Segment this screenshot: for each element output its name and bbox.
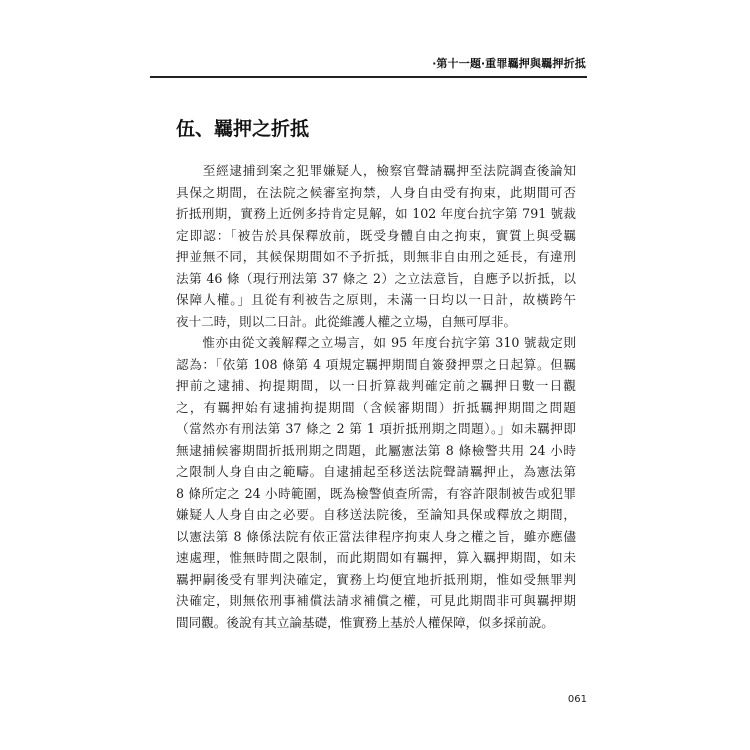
paragraph-2 — [176, 332, 576, 633]
text-line: 無逮捕候審期間折抵刑期之問題，此屬憲法第 8 條檢警共用 24 小時 — [176, 442, 576, 458]
text-line: 惟亦由從文義解釋之立場言，如 95 年度台抗字第 310 號裁定則 — [176, 335, 576, 350]
text-line: 折抵刑期，實務上近例多持肯定見解，如 102 年度台抗字第 791 號裁 — [176, 206, 576, 221]
text-line: 至經逮捕到案之犯罪嫌疑人，檢察官聲請羈押至法院調查後論知 — [176, 163, 576, 178]
text-line: 定即認：「被告於具保釋放前，既受身體自由之拘束，實質上與受羈 — [176, 227, 576, 243]
text-line: 嫌疑人人身自由之必要。自移送法院後，至論知具保或釋放之期間， — [176, 507, 576, 522]
text-line: 以憲法第 8 條係法院有依正當法律程序拘束人身之權之旨，雖亦應儘 — [176, 528, 576, 544]
text-line: 押前之逮捕、拘提期間，以一日折算裁判確定前之羈押日數一日觀 — [176, 378, 576, 393]
text-line: 羈押嗣後受有罪判決確定，實務上均便宜地折抵刑期，惟如受無罪判 — [176, 571, 576, 587]
text-line: （當然亦有刑法第 37 條之 2 第 1 項折抵刑期之問題）。」如未羈押即 — [176, 421, 576, 436]
paragraph-1 — [176, 160, 576, 332]
text-line: 之，有羈押始有逮捕拘提期間（含候審期間）折抵羈押期間之問題 — [176, 399, 576, 415]
header-rule — [150, 76, 587, 78]
page-number: 061 — [567, 694, 587, 705]
body-text — [176, 160, 576, 633]
text-line: 速處理，惟無時間之限制，而此期間如有羈押，算入羈押期間，如未 — [176, 550, 576, 565]
section-title: 伍、羈押之折抵 — [176, 118, 310, 140]
text-line: 法第 46 條（現行刑法第 37 條之 2）之立法意旨，自應予以折抵，以 — [176, 270, 576, 286]
text-line: 間同觀。後說有其立論基礎，惟實務上基於人權保障，似多採前說。 — [176, 614, 554, 630]
text-line: 保障人權。」且從有利被告之原則，未滿一日均以一日計，故橫跨午 — [176, 292, 576, 307]
text-line: 具保之期間，在法院之候審室拘禁，人身自由受有拘束，此期間可否 — [176, 184, 576, 200]
text-line: 之限制人身自由之範疇。自逮捕起至移送法院聲請羈押止，為憲法第 — [176, 464, 576, 479]
text-line: 決確定，則無依刑事補償法請求補償之權，可見此期間非可與羈押期 — [176, 593, 576, 608]
running-header: ‧第十一題‧重罪羈押與羈押折抵 — [432, 57, 586, 70]
text-line: 8 條所定之 24 小時範圍，既為檢警偵查所需，有容許限制被告或犯罪 — [176, 485, 576, 501]
text-line: 夜十二時，則以二日計。此從維護人權之立場，自無可厚非。 — [176, 313, 517, 329]
text-line: 認為：「依第 108 條第 4 項規定羈押期間自簽發押票之日起算。但羈 — [176, 356, 576, 372]
text-line: 押並無不同，其候保期間如不予折抵，則無非自由刑之延長，有違刑 — [176, 249, 576, 264]
